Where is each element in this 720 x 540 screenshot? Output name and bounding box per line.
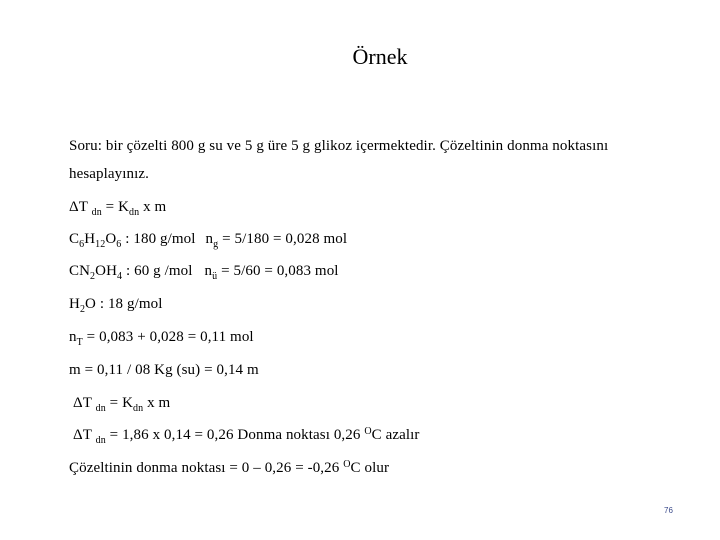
degree-symbol: O bbox=[364, 426, 372, 437]
urea-oh: OH bbox=[95, 263, 118, 279]
water-h: H bbox=[69, 296, 80, 312]
delta-symbol-3: Δ bbox=[73, 427, 83, 443]
glucose-o: O bbox=[105, 231, 117, 247]
freezing-point-formula bbox=[69, 199, 166, 216]
glucose-c: C bbox=[69, 231, 80, 247]
water-h-sub: 2 bbox=[79, 304, 86, 315]
glucose-o-sub: 6 bbox=[116, 239, 122, 250]
freezing-point-formula-2 bbox=[73, 395, 170, 412]
formula-eq: = K bbox=[101, 199, 130, 215]
formula2-sub-dn: dn bbox=[95, 403, 106, 414]
delta-symbol-2: Δ bbox=[73, 395, 83, 411]
glucose-c-sub: 6 bbox=[79, 239, 85, 250]
glucose-n: n bbox=[205, 231, 214, 247]
question-line-2: hesaplayınız. bbox=[69, 166, 150, 182]
urea-n-sub: ü bbox=[212, 271, 218, 282]
page-number: 76 bbox=[664, 506, 673, 515]
result-line-2 bbox=[69, 460, 389, 477]
result1-sub-dn: dn bbox=[95, 435, 106, 446]
result1-unit: C azalır bbox=[371, 427, 420, 443]
glucose-h: H bbox=[84, 231, 96, 247]
formula2-t: T bbox=[82, 395, 92, 411]
urea-n: n bbox=[204, 263, 213, 279]
result-line-1 bbox=[73, 427, 420, 444]
total-moles-line bbox=[69, 329, 254, 346]
degree-symbol-2: O bbox=[343, 459, 351, 470]
water-rest: O : 18 g/mol bbox=[85, 296, 163, 312]
molality-line: m = 0,11 / 08 Kg (su) = 0,14 m bbox=[69, 362, 259, 378]
total-n: n bbox=[69, 329, 77, 345]
formula-sub-dn: dn bbox=[91, 207, 102, 218]
urea-cn: CN bbox=[69, 263, 91, 279]
formula-rest: x m bbox=[139, 199, 167, 215]
formula2-rest: x m bbox=[143, 395, 171, 411]
urea-mass: : 60 g /mol bbox=[122, 263, 193, 279]
slide-title: Örnek bbox=[352, 44, 408, 69]
glucose-h-sub: 12 bbox=[95, 239, 106, 250]
result1-t: T bbox=[82, 427, 92, 443]
total-n-sub: T bbox=[76, 337, 83, 348]
formula-sub-dn-2: dn bbox=[129, 207, 140, 218]
result2-unit: C olur bbox=[350, 460, 390, 476]
urea-oh-sub: 4 bbox=[117, 271, 123, 282]
glucose-calc: = 5/180 = 0,028 mol bbox=[218, 231, 348, 247]
water-line bbox=[69, 296, 163, 313]
formula-t: T bbox=[78, 199, 88, 215]
result1-calc: = 1,86 x 0,14 = 0,26 Donma noktası 0,26 bbox=[105, 427, 365, 443]
glucose-n-sub: g bbox=[213, 239, 219, 250]
urea-line bbox=[69, 263, 339, 280]
urea-calc: = 5/60 = 0,083 mol bbox=[217, 263, 339, 279]
question-line-1: Soru: bir çözelti 800 g su ve 5 g üre 5 g glikoz içermektedir. Çözeltinin donma noktasını bbox=[69, 138, 609, 154]
formula2-sub-dn-2: dn bbox=[133, 403, 144, 414]
urea-cn-sub: 2 bbox=[90, 271, 96, 282]
delta-symbol: Δ bbox=[69, 199, 79, 215]
total-calc: = 0,083 + 0,028 = 0,11 mol bbox=[82, 329, 254, 345]
formula2-eq: = K bbox=[105, 395, 134, 411]
glucose-mass: : 180 g/mol bbox=[121, 231, 196, 247]
glucose-line bbox=[69, 231, 347, 248]
result2-text: Çözeltinin donma noktası = 0 – 0,26 = -0,26 bbox=[69, 460, 344, 476]
